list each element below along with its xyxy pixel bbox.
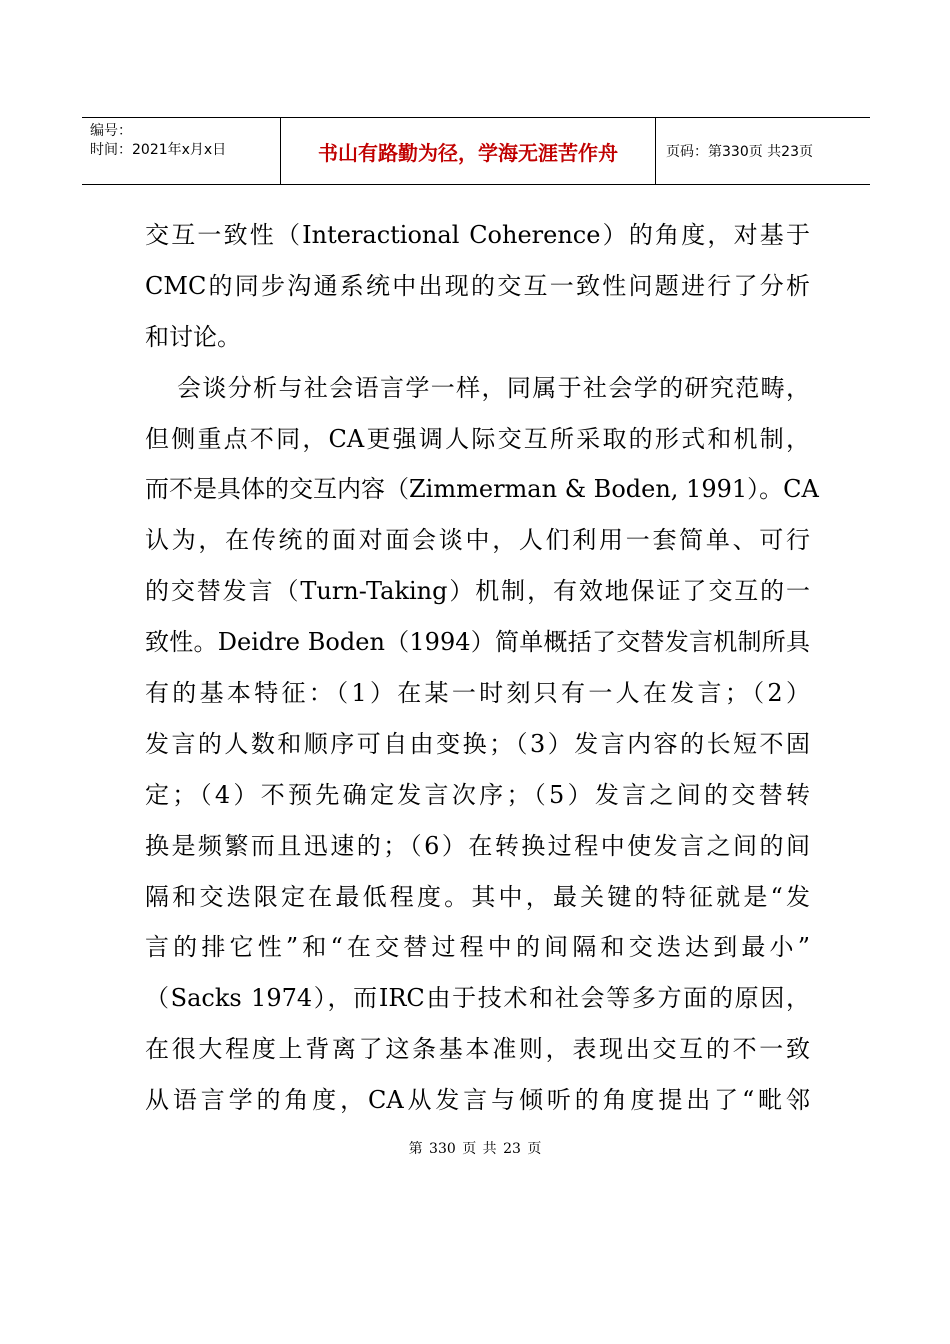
body-line: 的交替发言（Turn-Taking）机制，有效地保证了交互的一 bbox=[145, 577, 810, 606]
body-line: 换是频繁而且迅速的；（6）在转换过程中使发言之间的间 bbox=[145, 831, 810, 860]
body-line: CMC的同步沟通系统中出现的交互一致性问题进行了分析 bbox=[145, 271, 810, 300]
header-meta bbox=[82, 118, 281, 184]
footer-mid2: 共 bbox=[482, 1141, 497, 1157]
body-line: 致性。Deidre Boden（1994）简单概括了交替发言机制所具 bbox=[145, 628, 810, 657]
header-page-info: 页码：第330页 共23页 bbox=[666, 144, 813, 160]
body-text bbox=[145, 210, 819, 1126]
body-line: 但侧重点不同，CA更强调人际交互所采取的形式和机制， bbox=[145, 424, 810, 453]
body-line: （Sacks 1974），而IRC由于技术和社会等多方面的原因， bbox=[145, 984, 810, 1013]
footer-mid1: 页 bbox=[462, 1141, 477, 1157]
footer-total: 23 bbox=[503, 1141, 521, 1157]
body-line: 定；（4）不预先确定发言次序；（5）发言之间的交替转 bbox=[145, 780, 810, 809]
body-line: 言的排它性”和“在交替过程中的间隔和交迭达到最小” bbox=[145, 933, 810, 962]
body-line: 从语言学的角度，CA从发言与倾听的角度提出了“毗邻 bbox=[145, 1086, 810, 1115]
footer-page-number: 330 bbox=[429, 1141, 456, 1157]
body-line: 和讨论。 bbox=[145, 322, 241, 351]
header-motto: 书山有路勤为径，学海无涯苦作舟 bbox=[318, 140, 618, 165]
body-line: 而不是具体的交互内容（Zimmerman & Boden, 1991）。CA bbox=[145, 475, 819, 504]
header-motto-cell bbox=[281, 118, 656, 184]
body-line: 有的基本特征：（1）在某一时刻只有一人在发言；（2） bbox=[145, 679, 810, 708]
footer-suffix: 页 bbox=[527, 1141, 542, 1157]
body-line: 隔和交迭限定在最低程度。其中，最关键的特征就是“发 bbox=[145, 882, 810, 911]
body-line: 认为，在传统的面对面会谈中，人们利用一套简单、可行 bbox=[145, 526, 810, 555]
body-line: 在很大程度上背离了这条基本准则，表现出交互的不一致 bbox=[145, 1035, 810, 1064]
header-number-label: 编号： bbox=[90, 123, 132, 139]
body-line: 交互一致性（Interactional Coherence）的角度，对基于 bbox=[145, 221, 810, 249]
body-line: 发言的人数和顺序可自由变换；（3）发言内容的长短不固 bbox=[145, 729, 810, 758]
header-date: 时间：2021年x月x日 bbox=[90, 142, 227, 158]
document-header bbox=[82, 117, 870, 185]
header-page-info-cell bbox=[656, 118, 870, 184]
footer-prefix: 第 bbox=[408, 1141, 423, 1157]
body-line: 会谈分析与社会语言学一样，同属于社会学的研究范畴， bbox=[177, 373, 810, 402]
page-footer bbox=[0, 1138, 950, 1158]
